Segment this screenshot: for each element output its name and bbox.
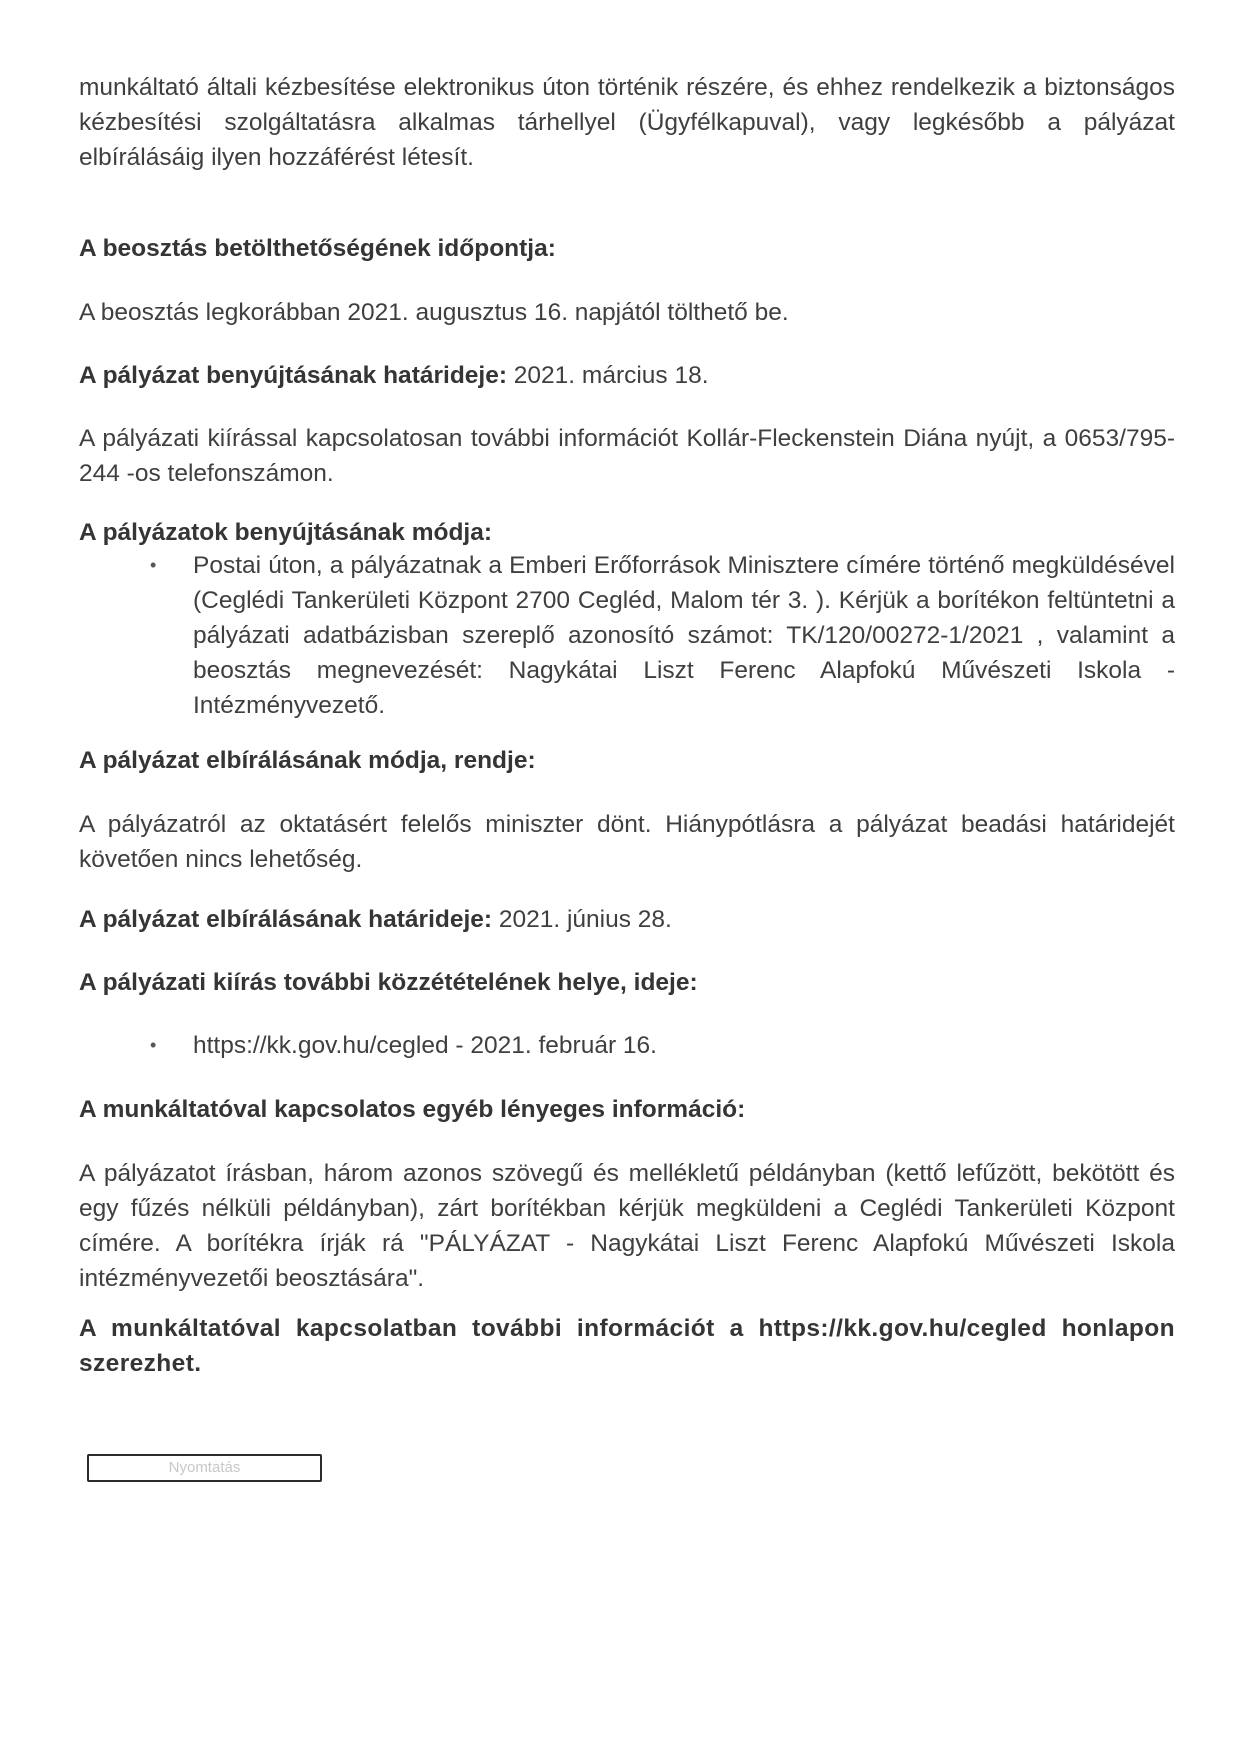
print-button[interactable]: Nyomtatás — [87, 1454, 322, 1482]
publication-item: https://kk.gov.hu/cegled - 2021. február 16. — [193, 1032, 657, 1059]
evaluation-method-text: A pályázatról az oktatásért felelős miniszter dönt. Hiánypótlásra a pályázat beadási határidejét követően nincs lehetőség. — [79, 811, 1175, 873]
evaluation-deadline-value: 2021. június 28. — [492, 906, 672, 933]
submission-method-heading: A pályázatok benyújtásának módja: — [79, 519, 492, 546]
submission-deadline — [79, 358, 1175, 393]
submission-deadline-value: 2021. március 18. — [507, 362, 709, 389]
employer-info-heading: A munkáltatóval kapcsolatos egyéb lényeges információ: — [79, 1096, 746, 1123]
fill-date-heading: A beosztás betölthetőségének időpontja: — [79, 235, 556, 262]
employer-info-text: A pályázatot írásban, három azonos szövegű és mellékletű példányban (kettő lefűzött, bekötött és egy fűzés nélküli példányban), zárt borítékban kérjük megküldeni a Ceglédi Tankerületi Központ címére. A borítékra írják rá "PÁLYÁZAT - Nagykátai Liszt Ferenc Alapfokú Művészeti Iskola intézményvezetői beosztására". — [79, 1160, 1175, 1292]
submission-deadline-label: A pályázat benyújtásának határideje: — [79, 362, 507, 389]
intro-paragraph: munkáltató általi kézbesítése elektronikus úton történik részére, és ehhez rendelkezik a biztonságos kézbesítési szolgáltatásra alkalmas tárhellyel (Ügyfélkapuval), vagy legkésőbb a pályázat elbírálásáig ilyen hozzáférést létesít. — [79, 74, 1175, 171]
evaluation-deadline — [79, 902, 1175, 937]
submission-method-item: Postai úton, a pályázatnak a Emberi Erőforrások Minisztere címére történő megküldésével (Ceglédi Tankerületi Központ 2700 Cegléd, Malom tér 3. ). Kérjük a borítékon feltüntetni a pályázati adatbázisban szereplő azonosító számot: TK/120/00272-1/2021 , valamint a beosztás megnevezését: Nagykátai Liszt Ferenc Alapfokú Művészeti Iskola - Intézményvezető. — [193, 552, 1175, 719]
publication-heading: A pályázati kiírás további közzétételének helye, ideje: — [79, 969, 698, 996]
bullet-icon: • — [150, 1035, 157, 1055]
contact-info: A pályázati kiírással kapcsolatosan további információt Kollár-Fleckenstein Diána nyújt, a 0653/795-244 -os telefonszámon. — [79, 425, 1175, 487]
evaluation-deadline-label: A pályázat elbírálásának határideje: — [79, 906, 493, 933]
bullet-icon: • — [150, 555, 157, 575]
evaluation-method-heading: A pályázat elbírálásának módja, rendje: — [79, 747, 536, 774]
closing-note: A munkáltatóval kapcsolatban további információt a https://kk.gov.hu/cegled honlapon szerezhet. — [79, 1315, 1175, 1377]
fill-date-text: A beosztás legkorábban 2021. augusztus 16. napjától tölthető be. — [79, 299, 789, 326]
